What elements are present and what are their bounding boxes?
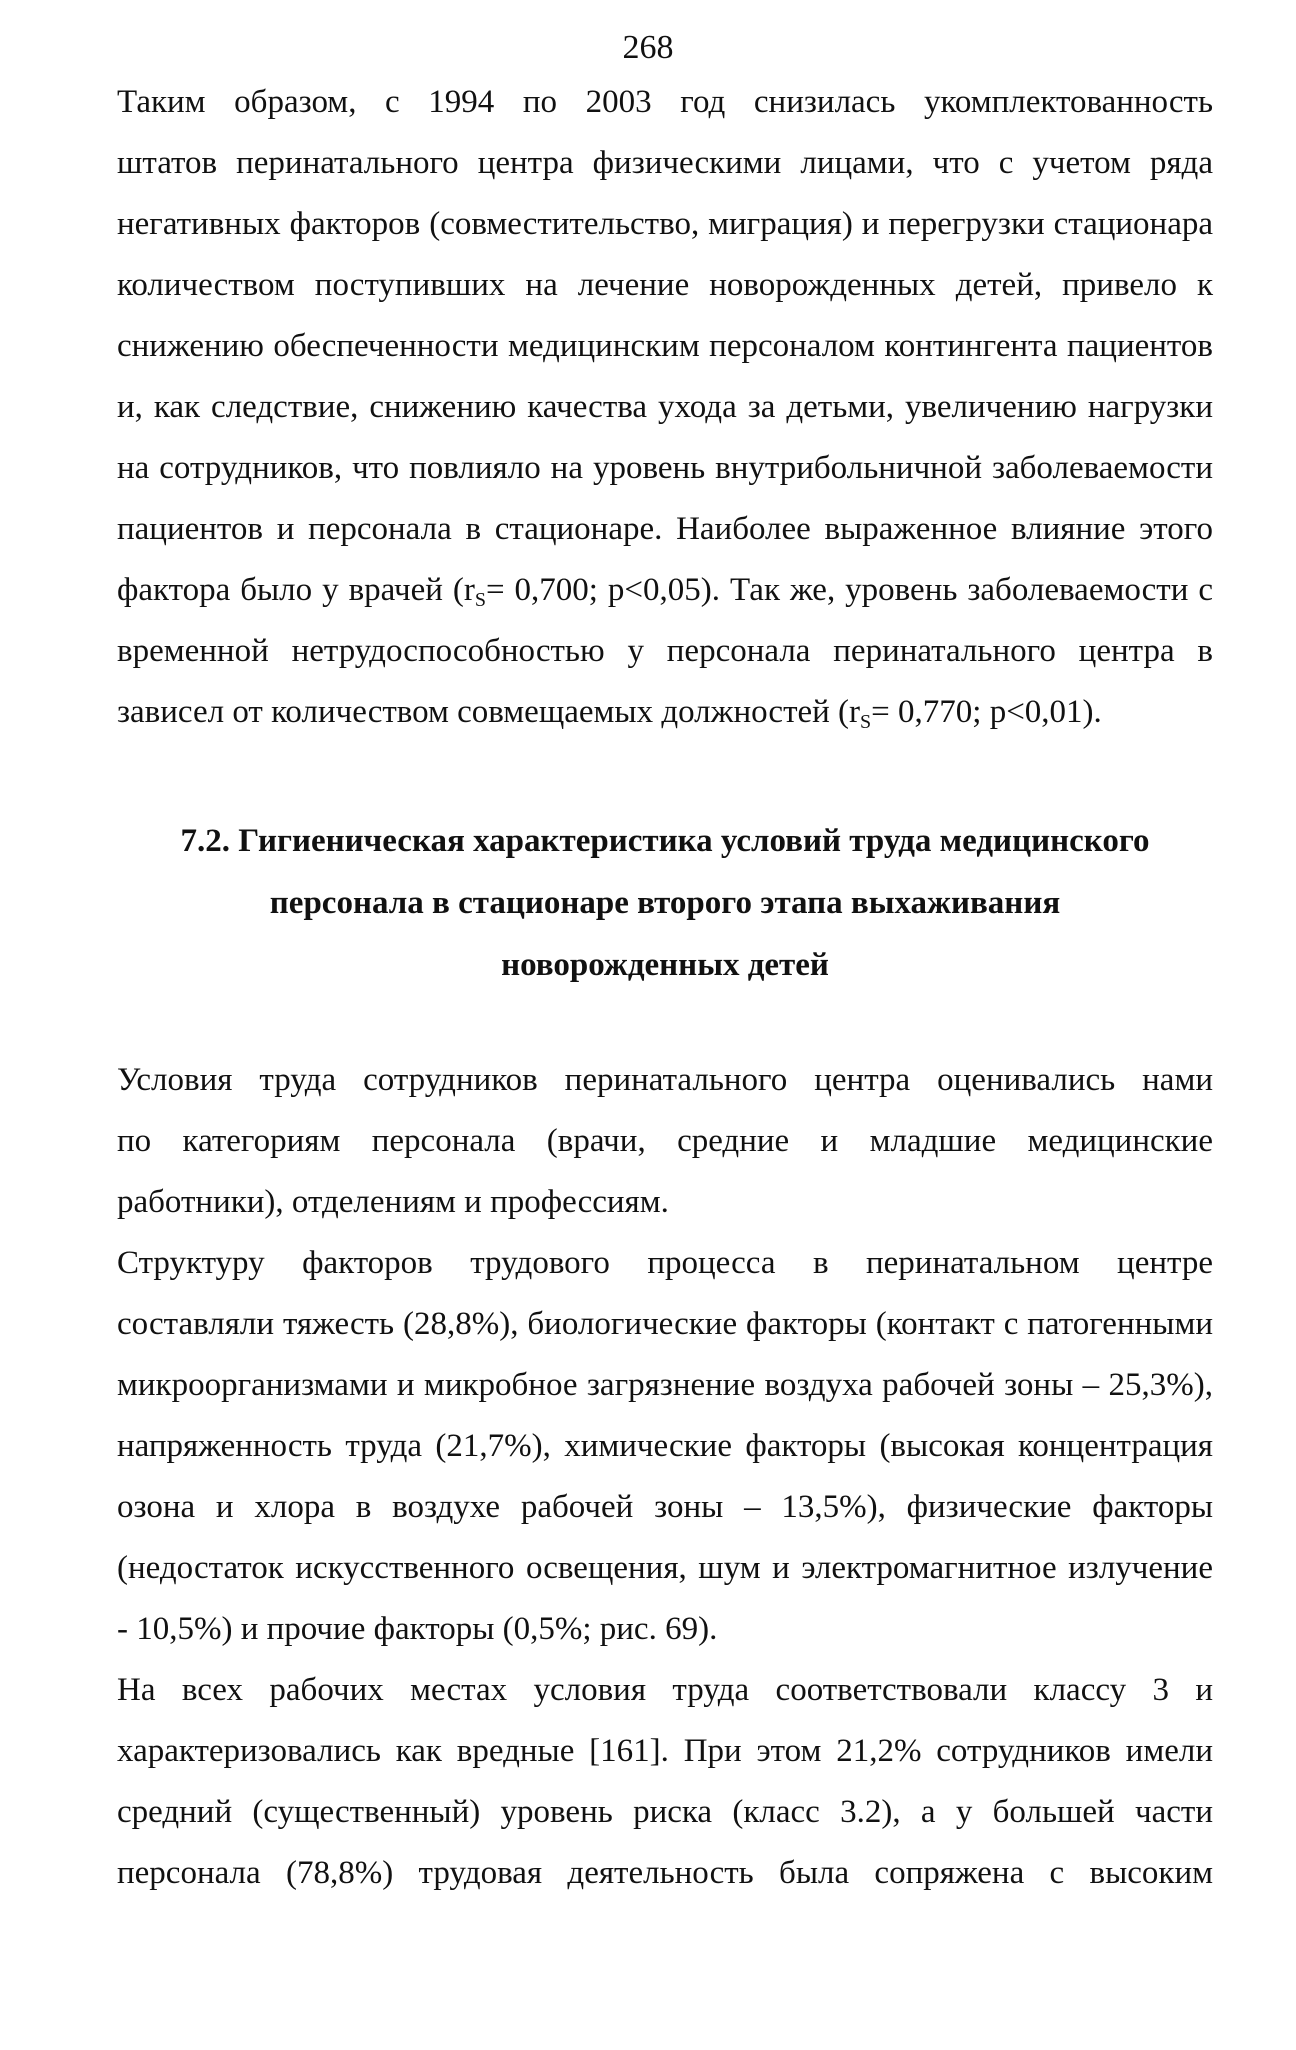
paragraph-3-line-4: напряженность труда (21,7%), химические факторы (высокая концентрация <box>117 1428 1213 1464</box>
paragraph-1-line-8: пациентов и персонала в стационаре. Наиболее выраженное влияние этого <box>117 511 1213 547</box>
paragraph-4-line-2: характеризовались как вредные [161]. При этом 21,2% сотрудников имели <box>117 1733 1213 1769</box>
paragraph-2-line-2: по категориям персонала (врачи, средние и младшие медицинские <box>117 1123 1213 1159</box>
paragraph-1-line-7: на сотрудников, что повлияло на уровень внутрибольничной заболеваемости <box>117 450 1213 486</box>
line-9-text-after: = 0,700; p<0,05). Так же, уровень заболеваемости с <box>485 572 1213 608</box>
paragraph-3-line-3: микроорганизмами и микробное загрязнение воздуха рабочей зоны – 25,3%), <box>117 1367 1213 1403</box>
section-heading-line-3: новорожденных детей <box>501 947 829 983</box>
paragraph-3-line-6: (недостаток искусственного освещения, шум и электромагнитное излучение <box>117 1550 1213 1586</box>
paragraph-1-line-9 <box>117 560 1213 621</box>
paragraph-1-text <box>117 72 1213 743</box>
section-heading-line-1: 7.2. Гигиеническая характеристика условий труда медицинского <box>180 823 1150 859</box>
paragraph-1 <box>117 72 1213 743</box>
paragraph-1-line-2: штатов перинатального центра физическими лицами, что с учетом ряда <box>117 145 1213 181</box>
section-heading <box>117 810 1213 996</box>
line-9-subscript: S <box>474 589 486 611</box>
line-11-subscript: S <box>860 711 872 733</box>
paragraph-2-line-1: Условия труда сотрудников перинатального центра оценивались нами <box>117 1062 1213 1098</box>
paragraph-4-line-1: На всех рабочих местах условия труда соответствовали классу 3 и <box>117 1672 1213 1708</box>
paragraph-4 <box>117 1660 1213 1904</box>
paragraph-2-line-3: работники), отделениям и профессиям. <box>117 1184 669 1220</box>
paragraph-2 <box>117 1050 1213 1233</box>
paragraph-3-text <box>117 1233 1213 1660</box>
line-11-text-before: зависел от количеством совмещаемых должностей (r <box>117 694 861 730</box>
paragraph-3-line-1: Структуру факторов трудового процесса в перинатальном центре <box>117 1245 1213 1281</box>
paragraph-1-line-5: снижению обеспеченности медицинским персоналом контингента пациентов <box>117 328 1213 364</box>
paragraph-1-line-6: и, как следствие, снижению качества ухода за детьми, увеличению нагрузки <box>117 389 1213 425</box>
paragraph-4-line-4: персонала (78,8%) трудовая деятельность была сопряжена с высоким <box>117 1855 1213 1891</box>
paragraph-3 <box>117 1233 1213 1660</box>
line-9-text-before: фактора было у врачей (r <box>117 572 475 608</box>
paragraph-4-line-3: средний (существенный) уровень риска (класс 3.2), а у большей части <box>117 1794 1213 1830</box>
paragraph-3-line-2: составляли тяжесть (28,8%), биологические факторы (контакт с патогенными <box>117 1306 1213 1342</box>
paragraph-1-line-11 <box>117 682 1213 743</box>
paragraph-1-line-1: Таким образом, с 1994 по 2003 год снизилась укомплектованность <box>117 84 1213 120</box>
page-number: 268 <box>622 29 674 66</box>
section-heading-line-2: персонала в стационаре второго этапа выхаживания <box>269 885 1061 921</box>
paragraph-4-text <box>117 1660 1213 1904</box>
paragraph-3-line-7: - 10,5%) и прочие факторы (0,5%; рис. 69). <box>117 1611 718 1647</box>
paragraph-3-line-5: озона и хлора в воздухе рабочей зоны – 13,5%), физические факторы <box>117 1489 1213 1525</box>
paragraph-1-line-10: временной нетрудоспособностью у персонала перинатального центра в <box>117 633 1213 669</box>
paragraph-2-text <box>117 1050 1213 1233</box>
paragraph-1-line-4: количеством поступивших на лечение новорожденных детей, привело к <box>117 267 1213 303</box>
line-11-text-after: = 0,770; p<0,01). <box>871 694 1102 730</box>
paragraph-1-line-3: негативных факторов (совместительство, миграция) и перегрузки стационара <box>117 206 1213 242</box>
